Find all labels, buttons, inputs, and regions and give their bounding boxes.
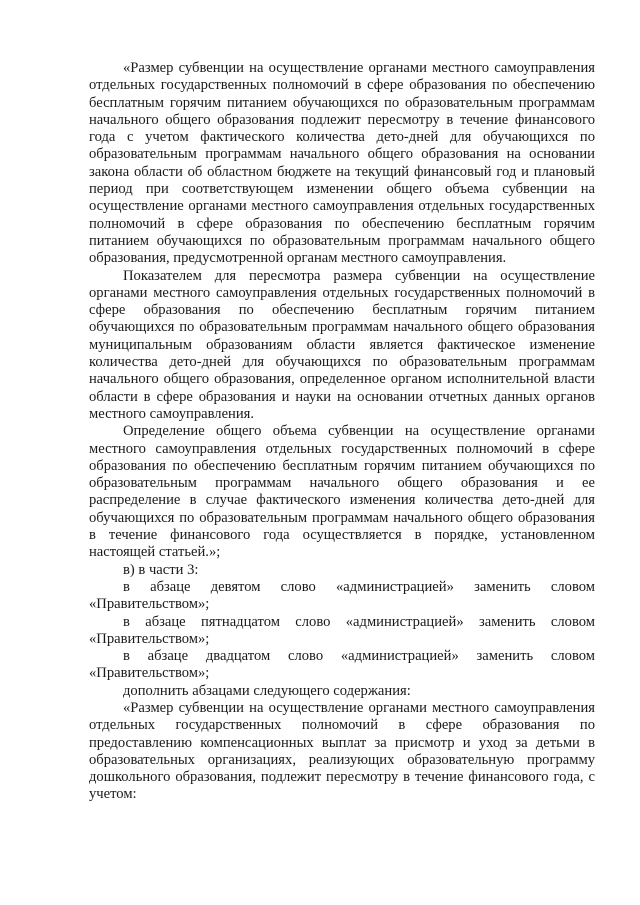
paragraph-revision-indicator: Показателем для пересмотра размера субвенции на осуществление органами местного самоуправления отдельных государственных полномочий в сфере образования по обеспечению бесплатным горячим питанием обучающихся по образовательным программам начального общего образования муниципальным образованиям области является фактическое изменение количества дето-дней для обучающихся по образовательным программам начального общего образования, определенное органом исполнительной власти области в сфере образования и науки на основании отчетных данных органов местного самоуправления. — [89, 267, 595, 422]
paragraph-amend-fifteenth: в абзаце пятнадцатом слово «администрацией» заменить словом «Правительством»; — [89, 613, 595, 647]
paragraph-compensation-subsidy: «Размер субвенции на осуществление органами местного самоуправления отдельных государственных полномочий в сфере образования по предоставлению компенсационных выплат за присмотр и уход за детьми в образовательных организациях, реализующих образовательную программу дошкольного образования, подлежит пересмотру в течение финансового года, с учетом: — [89, 699, 595, 803]
paragraph-part-3-heading: в) в части 3: — [123, 561, 199, 578]
paragraph-subsidy-size-revision: «Размер субвенции на осуществление органами местного самоуправления отдельных государственных полномочий в сфере образования по обеспечению бесплатным горячим питанием обучающихся по образовательным программам начального общего образования подлежит пересмотру в течение финансового года с учетом фактического количества дето-дней для обучающихся по образовательным программам начального общего образования на основании закона области об областном бюджете на текущий финансовый год и плановый период при соответствующем изменении общего объема субвенции на осуществление органами местного самоуправления отдельных государственных полномочий в сфере образования по обеспечению бесплатным горячим питанием обучающихся по образовательным программам начального общего образования, предусмотренной органам местного самоуправления. — [89, 60, 595, 267]
paragraph-add-paragraphs: дополнить абзацами следующего содержания: — [123, 682, 411, 699]
document-body — [89, 60, 595, 804]
paragraph-total-volume-definition: Определение общего объема субвенции на осуществление органами местного самоуправления отдельных государственных полномочий в сфере образования по обеспечению бесплатным горячим питанием обучающихся по образовательным программам начального общего образования и ее распределение в случае фактического изменения количества дето-дней для обучающихся по образовательным программам начального общего образования в течение финансового года осуществляется в порядке, установленном настоящей статьей.»; — [89, 423, 595, 561]
paragraph-amend-twentieth: в абзаце двадцатом слово «администрацией» заменить словом «Правительством»; — [89, 648, 595, 682]
paragraph-amend-ninth: в абзаце девятом слово «администрацией» заменить словом «Правительством»; — [89, 578, 595, 613]
